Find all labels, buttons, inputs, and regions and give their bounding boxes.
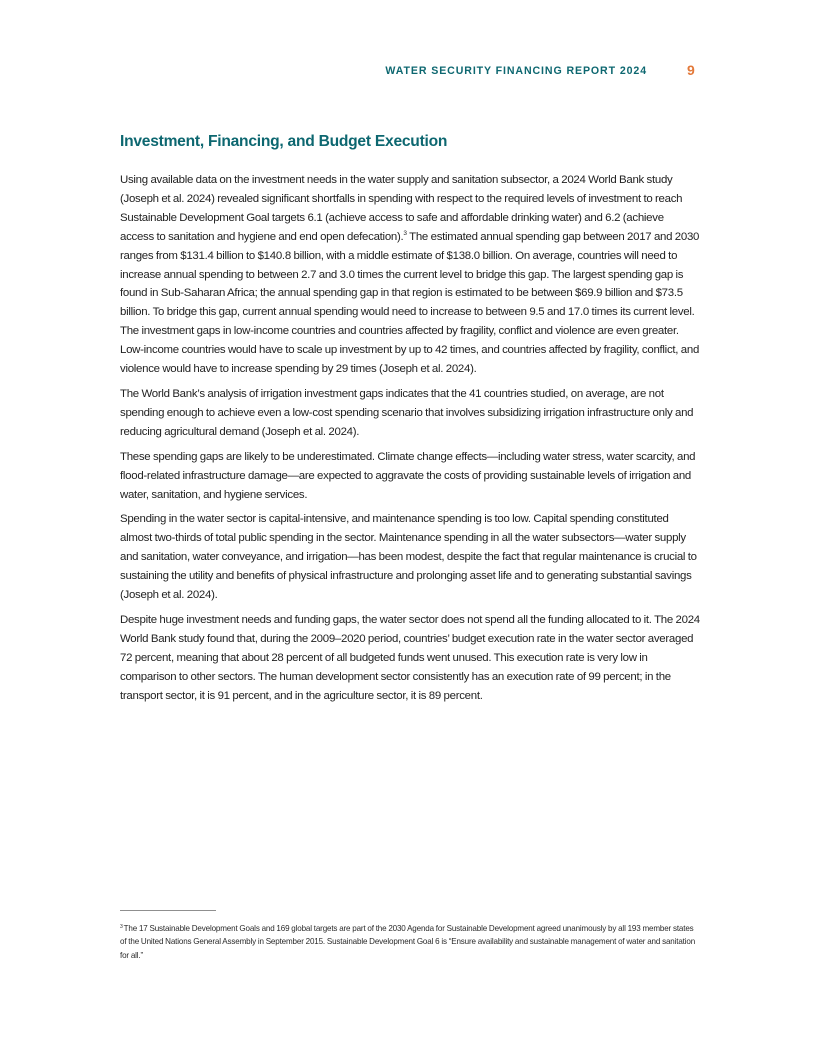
paragraph-irrigation-gaps: The World Bank’s analysis of irrigation investment gaps indicates that the 41 countries studied, on average, are not spending enough to achieve even a low-cost spending scenario that involves subsidizing irrigation infrastructure only and reducing agricultural demand (Joseph et al. 2024). <box>120 387 694 438</box>
paragraph-text-continued: The estimated annual spending gap between 2017 and 2030 ranges from $131.4 billion to $140.8 billion, with a middle estimate of $138.0 billion. On average, countries will need to increase annual spending to between 2.7 and 3.0 times the current level to bridge this gap. The largest spending gap is found in Sub-Saharan Africa; the annual spending gap in that region is estimated to be between $69.9 billion and $73.5 billion. To bridge this gap, current annual spending would need to increase to between 9.5 and 17.0 times its current level. The investment gaps in low-income countries and countries affected by fragility, conflict and violence are even greater. Low-income countries would have to scale up investment by up to 42 times, and countries affected by fragility, conflict, and violence would have to increase spending by 29 times (Joseph et al. 2024). <box>120 230 700 376</box>
paragraph-underestimated: These spending gaps are likely to be underestimated. Climate change effects—including water stress, water scarcity, and flood-related infrastructure damage—are expected to aggravate the costs of providing sustainable levels of irrigation and water, sanitation, and hygiene services. <box>120 450 696 501</box>
paragraph-budget-execution: Despite huge investment needs and funding gaps, the water sector does not spend all the funding allocated to it. The 2024 World Bank study found that, during the 2009–2020 period, countries’ budget execution rate in the water sector averaged 72 percent, meaning that about 28 percent of all budgeted funds went unused. This execution rate is very low in comparison to other sectors. The human development sector consistently has an execution rate of 99 percent; in the transport sector, it is 91 percent, and in the agriculture sector, it is 89 percent. <box>120 613 700 702</box>
footnote-text: The 17 Sustainable Development Goals and 169 global targets are part of the 2030 Agenda for Sustainable Development agreed unanimously by all 193 member states of the United Nations General Assembly in September 2015. Sustainable Development Goal 6 is “Ensure availability and sustainable management of water and sanitation for all.” <box>120 924 696 960</box>
page-number: 9 <box>687 62 695 78</box>
footnote <box>120 922 700 962</box>
running-header <box>0 64 816 80</box>
footnote-number: 3 <box>120 924 123 930</box>
paragraph-maintenance: Spending in the water sector is capital-intensive, and maintenance spending is too low. Capital spending constituted almost two-thirds of total public spending in the sector. Maintenance spending in all the water subsectors—water supply and sanitation, water conveyance, and irrigation—has been modest, despite the fact that regular maintenance is crucial to sustaining the utility and benefits of physical infrastructure and prolonging asset life and to generating substantial savings (Joseph et al. 2024). <box>120 513 697 602</box>
body-text <box>120 171 700 711</box>
section-heading: Investment, Financing, and Budget Execution <box>120 133 448 150</box>
paragraph-spending-gap <box>120 171 700 379</box>
report-title: WATER SECURITY FINANCING REPORT 2024 <box>385 65 647 77</box>
footnote-divider <box>120 910 216 911</box>
paragraph-text: Using available data on the investment needs in the water supply and sanitation subsector, a 2024 World Bank study (Joseph et al. 2024) revealed significant shortfalls in spending with respect to the required levels of investment to reach Sustainable Development Goal targets 6.1 (achieve access to safe and affordable drinking water) and 6.2 (achieve access to sanitation and hygiene and end open defecation). <box>120 174 683 243</box>
footnote-reference[interactable]: 3 <box>403 229 407 237</box>
